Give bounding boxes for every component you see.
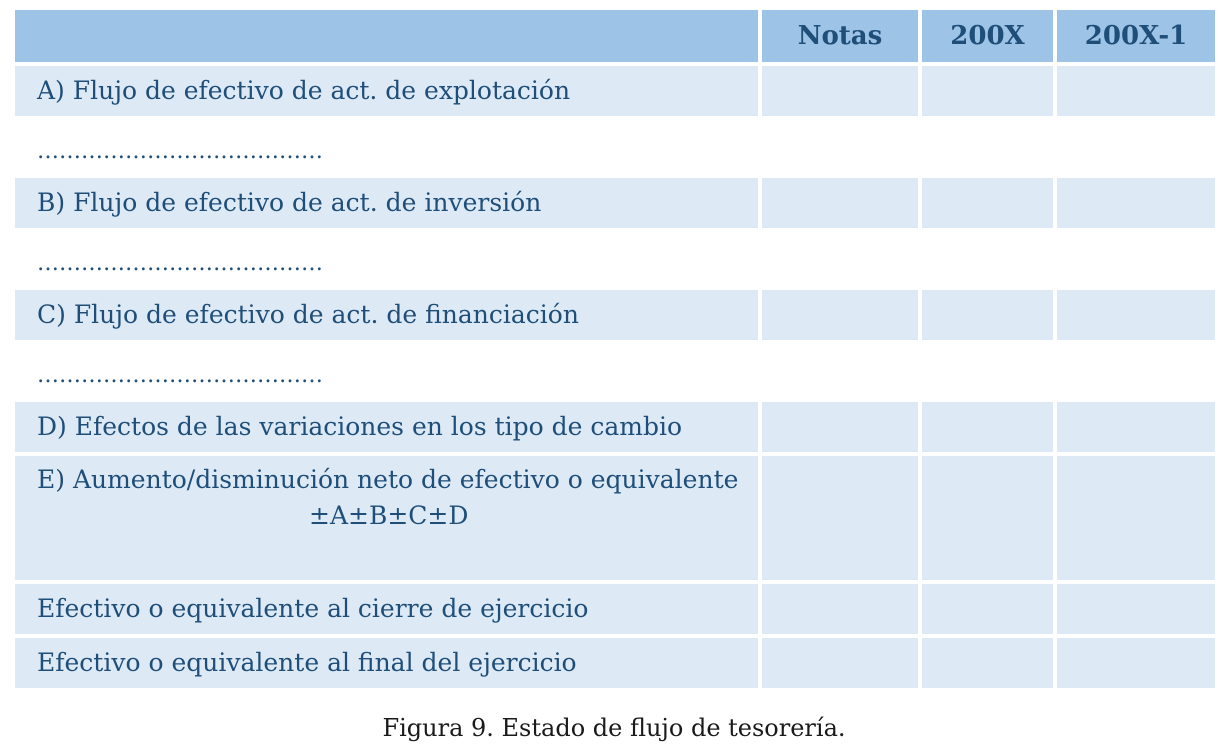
row-label (15, 456, 758, 580)
table-row-dots (15, 120, 1215, 174)
dots-placeholder: ………………………………… (37, 363, 323, 388)
cell-notas (762, 584, 918, 634)
table-row-d (15, 402, 1215, 452)
table-header-row (15, 10, 1215, 62)
cell-year-current (922, 584, 1053, 634)
table-row-cash-end (15, 638, 1215, 688)
table-row-a (15, 66, 1215, 116)
cell-year-current (922, 402, 1053, 452)
cell-year-previous (1057, 66, 1215, 116)
cell-notas (762, 456, 918, 580)
row-e-formula: ±A±B±C±D (309, 501, 469, 530)
header-year-current: 200X (922, 10, 1053, 62)
cell-year-previous (1057, 584, 1215, 634)
cell-notas (762, 638, 918, 688)
cash-flow-table (11, 6, 1219, 692)
cell-year-current (922, 456, 1053, 580)
figure-caption: Figura 9. Estado de flujo de tesorería. (382, 714, 846, 742)
header-notas: Notas (762, 10, 918, 62)
cell-year-previous (1057, 178, 1215, 228)
table-row-dots (15, 232, 1215, 286)
table-row-cash-close (15, 584, 1215, 634)
cell-year-previous (1057, 290, 1215, 340)
header-concept (15, 10, 758, 62)
row-label: C) Flujo de efectivo de act. de financiación (15, 290, 758, 340)
dots-placeholder: ………………………………… (37, 251, 323, 276)
row-label (15, 232, 1215, 286)
cell-notas (762, 178, 918, 228)
cell-notas (762, 66, 918, 116)
cell-year-current (922, 66, 1053, 116)
cell-year-previous (1057, 402, 1215, 452)
cash-flow-table-container (15, 10, 1215, 688)
row-label: B) Flujo de efectivo de act. de inversión (15, 178, 758, 228)
table-row-b (15, 178, 1215, 228)
cell-notas (762, 290, 918, 340)
row-label (15, 344, 1215, 398)
dots-placeholder: ………………………………… (37, 139, 323, 164)
row-label: Efectivo o equivalente al final del ejercicio (15, 638, 758, 688)
table-row-e (15, 456, 1215, 580)
cell-year-previous (1057, 456, 1215, 580)
cell-notas (762, 402, 918, 452)
cell-year-current (922, 638, 1053, 688)
cell-year-current (922, 290, 1053, 340)
cell-year-current (922, 178, 1053, 228)
table-row-c (15, 290, 1215, 340)
row-label: Efectivo o equivalente al cierre de ejercicio (15, 584, 758, 634)
table-row-dots (15, 344, 1215, 398)
row-label: D) Efectos de las variaciones en los tipo de cambio (15, 402, 758, 452)
row-e-label: E) Aumento/disminución neto de efectivo o equivalente (37, 465, 739, 494)
row-label: A) Flujo de efectivo de act. de explotación (15, 66, 758, 116)
row-label (15, 120, 1215, 174)
header-year-previous: 200X-1 (1057, 10, 1215, 62)
cell-year-previous (1057, 638, 1215, 688)
